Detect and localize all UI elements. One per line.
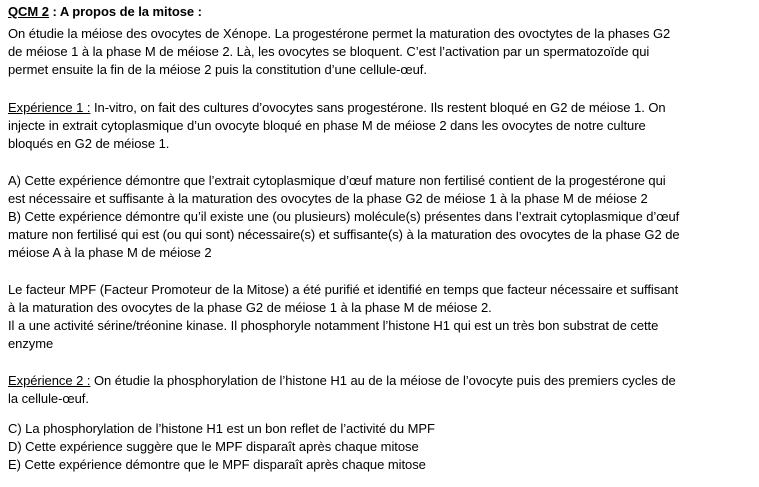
mpf-paragraph-line: à la maturation des ovocytes de la phase G2 de méiose 1 à la phase M de méiose 2. [8,300,492,315]
option-b: méiose A à la phase M de méiose 2 [8,245,212,260]
option-d: D) Cette expérience suggère que le MPF disparaît après chaque mitose [8,439,419,454]
option-b: B) Cette expérience démontre qu’il existe une (ou plusieurs) molécule(s) présentes dans l’extrait cytoplasmique d’œuf [8,209,680,224]
option-e: E) Cette expérience démontre que le MPF disparaît après chaque mitose [8,457,426,472]
option-c: C) La phosphorylation de l’histone H1 est un bon reflet de l’activité du MPF [8,421,435,436]
mpf-paragraph-line: enzyme [8,336,54,351]
qcm-number: QCM 2 [8,4,49,19]
intro-line: On étudie la méiose des ovocytes de Xénope. La progestérone permet la maturation des ovoctytes de la phases G2 [8,26,671,41]
experiment-1-line: bloqués en G2 de méiose 1. [8,136,170,151]
experiment-2-line: la cellule-œuf. [8,391,89,406]
experiment-1-text: In-vitro, on fait des cultures d’ovocytes sans progestérone. Ils restent bloqué en G2 de méiose 1. On [90,100,666,115]
experiment-2-text: On étudie la phosphorylation de l’histone H1 au de la méiose de l’ovocyte puis des premiers cycles de [90,373,676,388]
experiment-2-line [8,373,676,389]
experiment-1-line: injecte in extrait cytoplasmique d’un ovocyte bloqué en phase M de méiose 2 dans les ovocytes de notre culture [8,118,646,133]
experiment-2-label: Expérience 2 : [8,373,91,388]
page-title [8,4,202,20]
experiment-1-line [8,100,666,116]
intro-line: permet ensuite la fin de la méiose 2 puis la constitution d’une cellule-œuf. [8,62,427,77]
title-text: : A propos de la mitose : [48,4,202,19]
intro-line: de méiose 1 à la phase M de méiose 2. Là, les ovocytes se bloquent. C’est l’activation par un spermatozoïde qui [8,44,650,59]
option-b: mature non fertilisé qui est (ou qui sont) nécessaire(s) et suffisante(s) à la maturation des ovocytes de la phase G2 de [8,227,680,242]
option-a: A) Cette expérience démontre que l’extrait cytoplasmique d’œuf mature non fertilisé contient de la progestérone qui [8,173,666,188]
experiment-1-label: Expérience 1 : [8,100,91,115]
option-a: est nécessaire et suffisante à la maturation des ovocytes de la phase G2 de méiose 1 à la phase M de méiose 2 [8,191,648,206]
mpf-paragraph-line: Il a une activité sérine/tréonine kinase. Il phosphoryle notamment l’histone H1 qui est un très bon substrat de cette [8,318,659,333]
mpf-paragraph-line: Le facteur MPF (Facteur Promoteur de la Mitose) a été purifié et identifié en temps que facteur nécessaire et suffisant [8,282,679,297]
